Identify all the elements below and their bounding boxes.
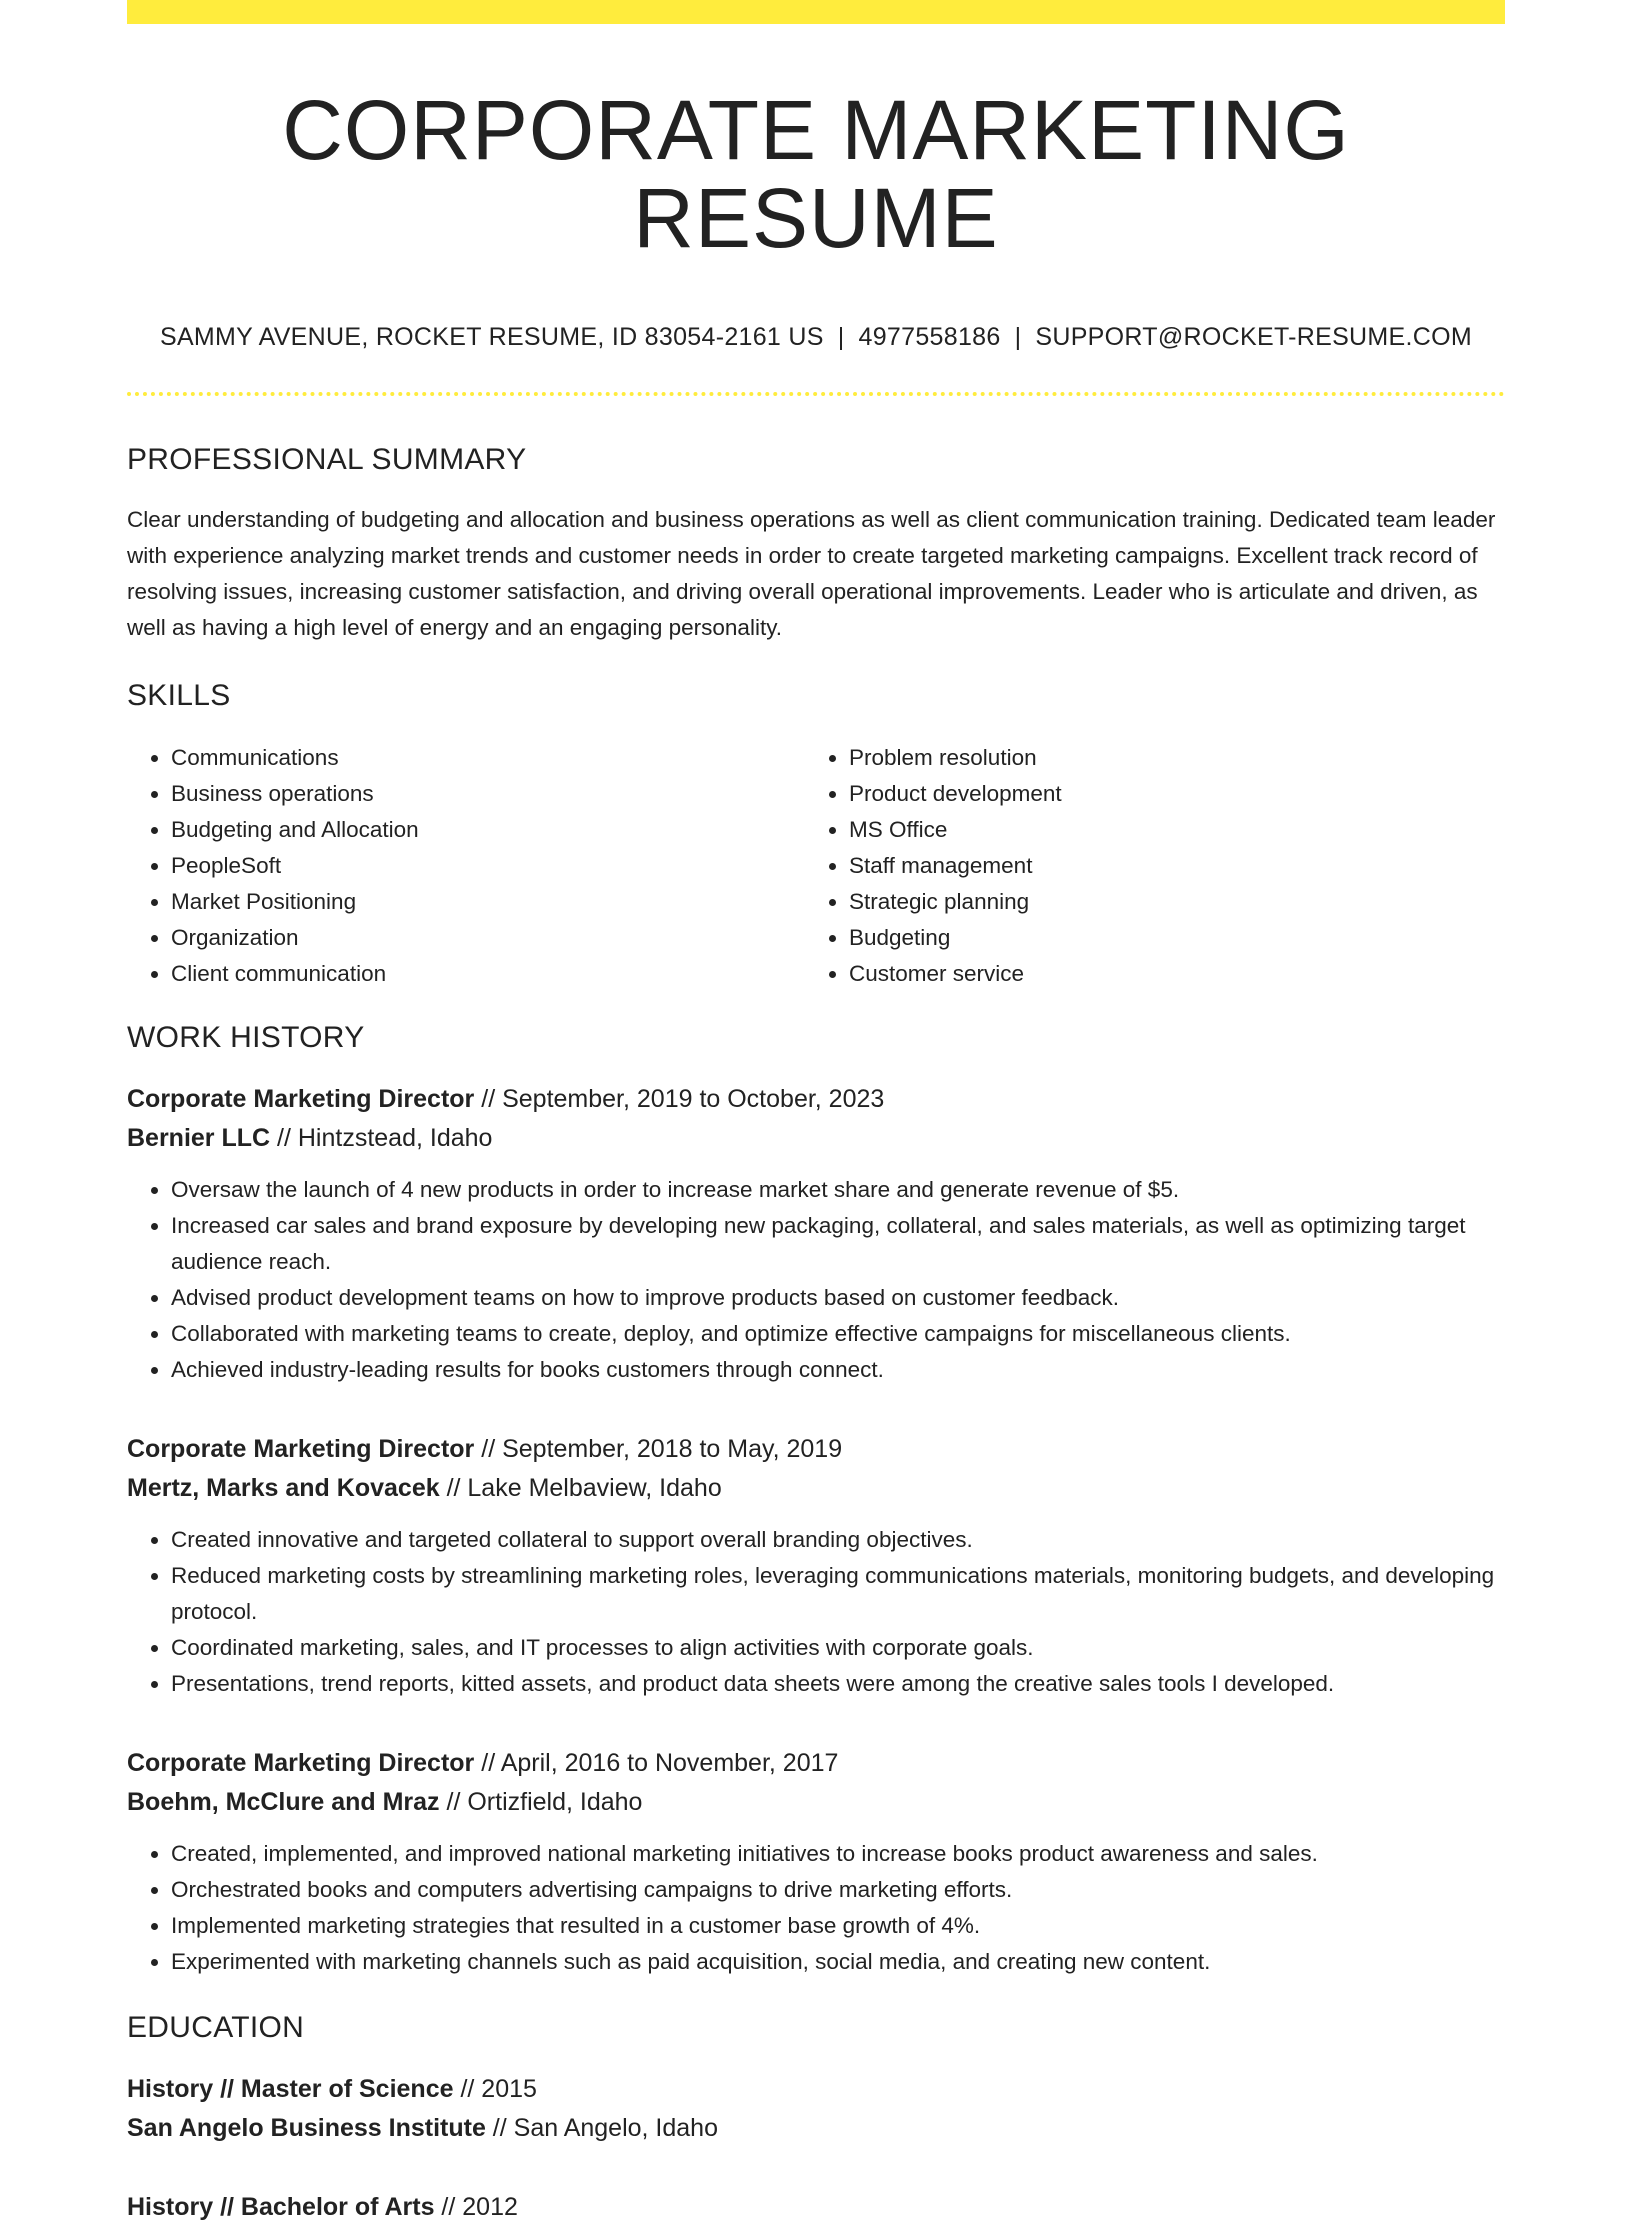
job-location: // Hintzstead, Idaho — [270, 1124, 493, 1153]
job-bullet: • Orchestrated books and computers advertising campaigns to drive marketing efforts. — [171, 1872, 1505, 1908]
contact-separator: | — [1014, 323, 1022, 352]
skill-item: • Budgeting and Allocation — [171, 812, 805, 848]
job-bullet: • Presentations, trend reports, kitted assets, and product data sheets were among the creative sales tools I developed. — [171, 1666, 1505, 1702]
contact-separator: | — [837, 323, 845, 352]
job-location: // Lake Melbaview, Idaho — [439, 1474, 722, 1503]
job-bullet: • Coordinated marketing, sales, and IT processes to align activities with corporate goals. — [171, 1630, 1505, 1666]
skill-item: • Staff management — [849, 848, 1499, 884]
job-bullet: • Oversaw the launch of 4 new products in order to increase market share and generate revenue of $5. — [171, 1172, 1505, 1208]
job-bullet: • Experimented with marketing channels such as paid acquisition, social media, and creating new content. — [171, 1944, 1505, 1980]
job-bullets — [127, 1836, 1505, 1980]
education-degree: History // Master of Science — [127, 2075, 454, 2104]
job-dates: // September, 2019 to October, 2023 — [474, 1085, 885, 1114]
job-entry — [127, 1430, 1505, 1702]
job-entry — [127, 1744, 1505, 1980]
job-company: Bernier LLC — [127, 1124, 271, 1153]
job-dates: // September, 2018 to May, 2019 — [474, 1435, 843, 1464]
education-degree-line — [127, 2188, 1505, 2227]
job-title-line — [127, 1430, 1505, 1469]
job-company-line — [127, 1469, 1505, 1508]
job-location: // Ortizfield, Idaho — [439, 1788, 643, 1817]
skill-item: • MS Office — [849, 812, 1499, 848]
contact-line — [127, 322, 1505, 352]
job-bullet: • Collaborated with marketing teams to create, deploy, and optimize effective campaigns for miscellaneous clients. — [171, 1316, 1505, 1352]
skills-list — [127, 740, 1505, 992]
work-history-heading: WORK HISTORY — [127, 1021, 365, 1055]
summary-heading: PROFESSIONAL SUMMARY — [127, 443, 527, 477]
job-bullet: • Implemented marketing strategies that resulted in a customer base growth of 4%. — [171, 1908, 1505, 1944]
education-entry — [127, 2070, 1505, 2148]
job-bullet: • Created innovative and targeted collateral to support overall branding objectives. — [171, 1522, 1505, 1558]
education-school-line — [127, 2109, 1505, 2148]
skill-item: • Strategic planning — [849, 884, 1499, 920]
skill-item: • Problem resolution — [849, 740, 1499, 776]
skills-column-left — [127, 740, 805, 992]
job-title: Corporate Marketing Director — [127, 1435, 475, 1464]
skill-item: • Product development — [849, 776, 1499, 812]
skill-item: • Communications — [171, 740, 805, 776]
job-company: Mertz, Marks and Kovacek — [127, 1474, 440, 1503]
resume-content — [127, 24, 1505, 2227]
education-degree: History // Bachelor of Arts — [127, 2193, 435, 2222]
skill-item: • Business operations — [171, 776, 805, 812]
skills-heading: SKILLS — [127, 679, 231, 713]
skill-item: • Budgeting — [849, 920, 1499, 956]
job-company-line — [127, 1119, 1505, 1158]
skill-item: • Organization — [171, 920, 805, 956]
education-year: // 2012 — [434, 2193, 518, 2222]
job-bullet: • Achieved industry-leading results for books customers through connect. — [171, 1352, 1505, 1388]
contact-email: SUPPORT@ROCKET-RESUME.COM — [1035, 323, 1472, 352]
job-bullet: • Created, implemented, and improved national marketing initiatives to increase books product awareness and sales. — [171, 1836, 1505, 1872]
education-entry — [127, 2188, 1505, 2227]
skill-item: • Customer service — [849, 956, 1499, 992]
job-company-line — [127, 1783, 1505, 1822]
job-company: Boehm, McClure and Mraz — [127, 1788, 440, 1817]
skills-column-right — [805, 740, 1499, 992]
job-title: Corporate Marketing Director — [127, 1749, 475, 1778]
education-degree-line — [127, 2070, 1505, 2109]
job-title-line — [127, 1744, 1505, 1783]
top-accent-bar — [127, 0, 1505, 24]
job-bullet: • Reduced marketing costs by streamlining marketing roles, leveraging communications materials, monitoring budgets, and developing protocol. — [171, 1558, 1505, 1630]
education-heading: EDUCATION — [127, 2011, 305, 2045]
job-bullets — [127, 1172, 1505, 1388]
job-bullets — [127, 1522, 1505, 1702]
job-dates: // April, 2016 to November, 2017 — [474, 1749, 839, 1778]
education-location: // San Angelo, Idaho — [485, 2114, 718, 2143]
education-year: // 2015 — [453, 2075, 537, 2104]
skill-item: • Market Positioning — [171, 884, 805, 920]
job-bullet: • Increased car sales and brand exposure by developing new packaging, collateral, and sales materials, as well as optimizing target audience reach. — [171, 1208, 1505, 1280]
contact-phone: 4977558186 — [858, 323, 1001, 352]
job-bullet: • Advised product development teams on how to improve products based on customer feedback. — [171, 1280, 1505, 1316]
job-title: Corporate Marketing Director — [127, 1085, 475, 1114]
resume-title: CORPORATE MARKETING RESUME — [282, 83, 1350, 266]
skill-item: • Client communication — [171, 956, 805, 992]
contact-address: SAMMY AVENUE, ROCKET RESUME, ID 83054-2161 US — [159, 323, 824, 352]
skill-item: • PeopleSoft — [171, 848, 805, 884]
summary-text: Clear understanding of budgeting and allocation and business operations as well as client communication training. Dedicated team leader with experience analyzing market trends and customer needs in order to create targeted marketing campaigns. Excellent track record of resolving issues, increasing customer satisfaction, and driving overall operational improvements. Leader who is articulate and driven, as well as having a high level of energy and an engaging personality. — [127, 507, 1496, 641]
job-entry — [127, 1080, 1505, 1388]
dotted-divider — [127, 392, 1505, 396]
job-title-line — [127, 1080, 1505, 1119]
education-school: San Angelo Business Institute — [127, 2114, 486, 2143]
